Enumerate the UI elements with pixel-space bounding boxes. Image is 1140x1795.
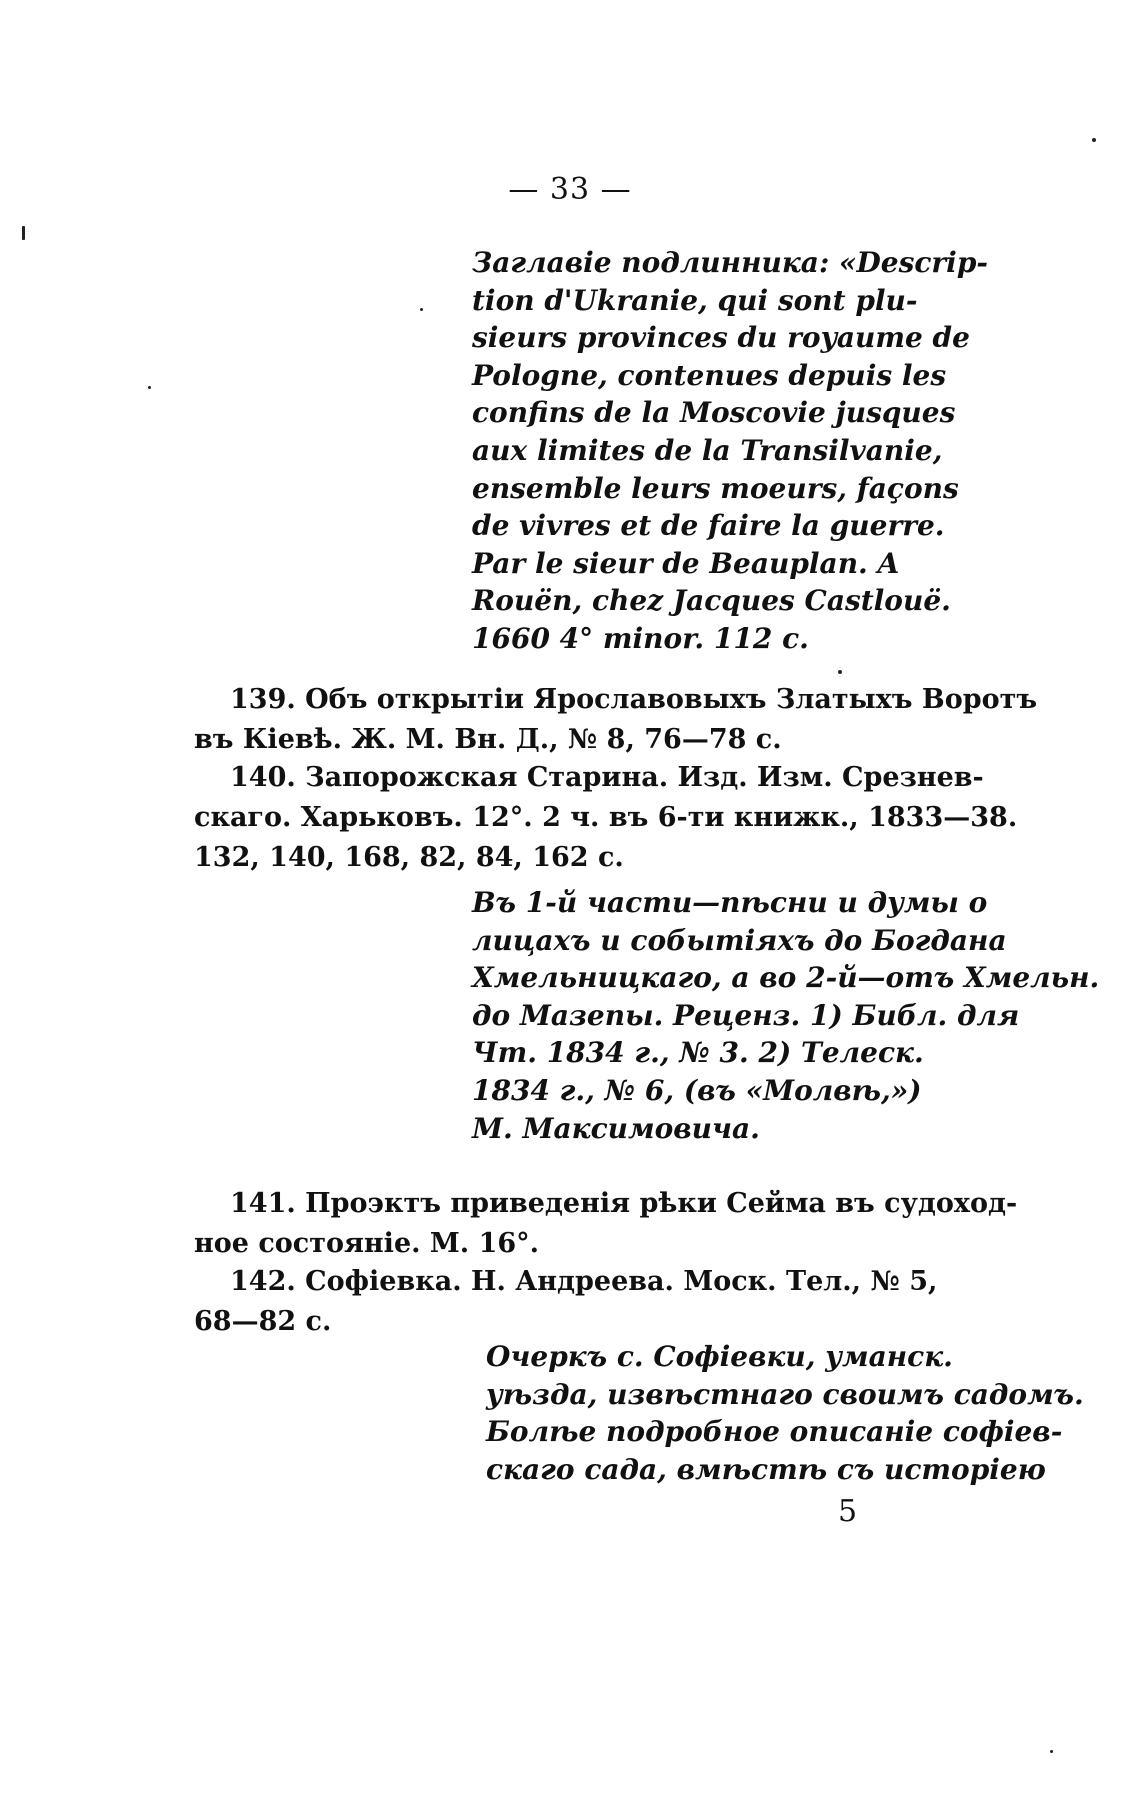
scan-speck [1050, 1750, 1053, 1753]
note-line: Pologne, contenues depuis les [472, 358, 947, 392]
note-line: Болѣе подробное описаніе софіев- [486, 1415, 1063, 1449]
entry-line: ное состояніе. М. 16°. [194, 1228, 540, 1259]
entry-141 [194, 1184, 1018, 1264]
entry-line: 68—82 с. [194, 1306, 332, 1337]
entry-line: 140. Запорожская Старина. Изд. Изм. Срезнев- [230, 762, 984, 793]
scan-speck [22, 226, 25, 240]
entry-line: въ Кіевѣ. Ж. М. Вн. Д., № 8, 76—78 с. [194, 724, 782, 755]
note-line: лицахъ и событіяхъ до Богдана [472, 923, 1007, 957]
entry-140-note [472, 884, 1100, 1147]
note-line: скаго сада, вмѣстѣ съ исторіею [486, 1452, 1046, 1486]
entry-140 [194, 758, 1018, 878]
signature-mark: 5 [838, 1494, 858, 1529]
entry-139 [194, 680, 1038, 760]
note-line: М. Максимовича. [472, 1111, 760, 1145]
page-number: — 33 — [508, 172, 632, 207]
note-line: Par le sieur de Beauplan. A [472, 546, 900, 580]
note-line: sieurs provinces du royaume de [472, 321, 970, 355]
note-line: Хмельницкаго, а во 2-й—отъ Хмельн. [472, 961, 1100, 995]
note-line: уѣзда, извѣстнаго своимъ садомъ. [486, 1377, 1084, 1411]
entry-line: 132, 140, 168, 82, 84, 162 с. [194, 842, 624, 873]
entry-line: 141. Проэктъ приведенія рѣки Сейма въ судоход- [230, 1188, 1018, 1219]
scan-speck [148, 386, 151, 389]
latin-title-note [472, 244, 989, 658]
scan-speck [420, 308, 423, 311]
note-line: Rouën, chez Jacques Castlouë. [472, 584, 951, 618]
entry-line: 142. Софіевка. Н. Андреева. Моск. Тел., № 5, [230, 1266, 938, 1297]
entry-line: 139. Объ открытіи Ярославовыхъ Златыхъ Воротъ [230, 684, 1038, 715]
entry-line: скаго. Харьковъ. 12°. 2 ч. въ 6-ти книжк., 1833—38. [194, 802, 1018, 833]
note-line: до Мазепы. Реценз. 1) Библ. для [472, 998, 1020, 1032]
note-line: aux limites de la Transilvanie, [472, 433, 943, 467]
note-line: Въ 1-й части—пѣсни и думы о [472, 886, 988, 919]
note-line: Чт. 1834 г., № 3. 2) Телеск. [472, 1036, 924, 1070]
note-line: ensemble leurs moeurs, façons [472, 471, 959, 505]
scan-speck [1092, 138, 1096, 142]
note-line: tion d'Ukranie, qui sont plu- [472, 283, 918, 317]
note-line: de vivres et de faire la guerre. [472, 509, 945, 543]
note-line: confins de la Moscovie jusques [472, 396, 956, 430]
note-line: 1834 г., № 6, (въ «Молвѣ,») [472, 1073, 922, 1107]
note-line: Очеркъ с. Софіевки, уманск. [486, 1340, 953, 1373]
note-line: 1660 4° minor. 112 c. [472, 621, 809, 655]
note-line: Заглавіе подлинника: «Descrip- [472, 246, 989, 279]
entry-142 [194, 1262, 946, 1342]
entry-142-note [486, 1338, 1084, 1488]
scan-speck [838, 670, 842, 674]
